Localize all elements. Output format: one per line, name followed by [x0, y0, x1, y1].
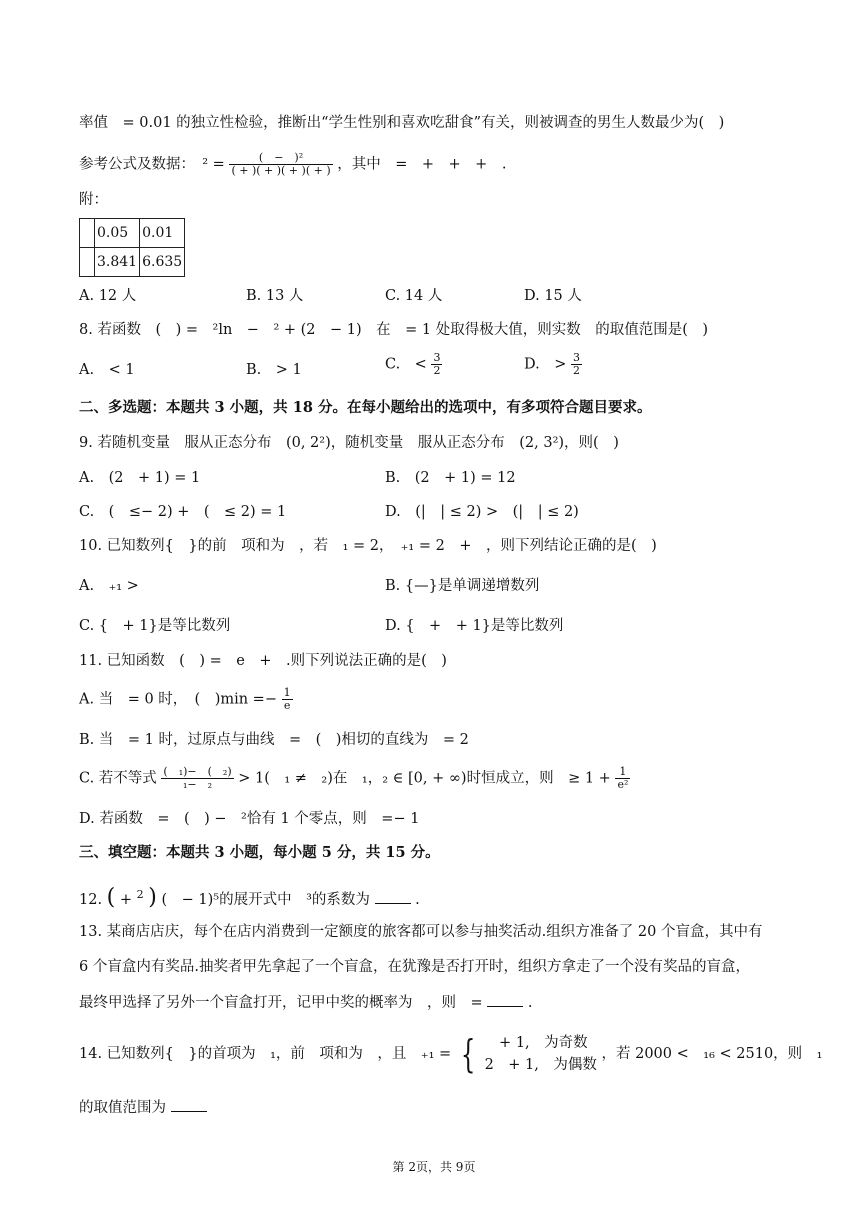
table-cell: 0.05: [95, 219, 140, 248]
q10-option-a: A. ₊₁ >: [79, 578, 139, 594]
q7-option-c: C. 14 人: [385, 288, 443, 304]
q12-end: .: [415, 892, 420, 908]
q7-formula-prefix: 参考公式及数据： ² =: [79, 156, 225, 173]
q7-option-a: A. 12 人: [79, 288, 137, 304]
q7-appendix-label: 附：: [79, 192, 108, 208]
fraction-denominator: e: [283, 699, 291, 712]
q10-stem: 10. 已知数列{ }的前 项和为 ，若 ₁ = 2， ₊₁ = 2 + ，则下列结论正确的是( ): [79, 538, 657, 554]
q9-option-b: B. (2 + 1) = 12: [385, 470, 516, 486]
fraction-numerator: 3: [572, 351, 580, 364]
piecewise-case-even: 2 + 1, 为偶数: [484, 1057, 597, 1073]
q10-option-b: B. {—}是单调递增数列: [385, 578, 540, 594]
q11-option-a-fraction: [282, 687, 293, 712]
q7-option-d: D. 15 人: [524, 288, 582, 304]
q14-stem: [79, 1032, 822, 1076]
q13-line3-text: 最终甲选择了另外一个盲盒打开，记甲中奖的概率为 ，则 =: [79, 995, 483, 1011]
q8-option-c-label: C. <: [385, 356, 427, 373]
q9-stem: 9. 若随机变量 服从正态分布 (0, 2²)，随机变量 服从正态分布 (2, 3²)，则( ): [79, 435, 619, 451]
q13-end: .: [527, 995, 533, 1011]
fraction-numerator: 1: [283, 686, 291, 699]
q9-option-a: A. (2 + 1) = 1: [79, 470, 201, 486]
q13-line1: 13. 某商店店庆，每个在店内消费到一定额度的旅客都可以参与抽奖活动.组织方准备了 20 个盲盒，其中有: [79, 924, 763, 940]
fraction-numerator: 3: [433, 351, 441, 364]
q7-line1: 率值 = 0.01 的独立性检验，推断出“学生性别和喜欢吃甜食”有关，则被调查的男生人数最少为( ): [79, 115, 725, 131]
fraction-denominator: e²: [617, 778, 629, 791]
q13-line3: [79, 992, 532, 1013]
q8-stem: 8. 若函数 ( ) = ²ln − ² + (2 − 1) 在 = 1 处取得极大值，则实数 的取值范围是( ): [79, 322, 709, 338]
chi-square-denominator: ( + )( + )( + )( + ): [231, 164, 331, 177]
page-footer: 第 2页，共 9页: [392, 1160, 476, 1174]
table-cell: 0.01: [140, 219, 185, 248]
q11-option-c: [79, 766, 630, 791]
q11-option-a: [79, 687, 293, 712]
q8-option-a: A. < 1: [79, 362, 135, 378]
q13-answer-blank: [487, 992, 523, 1007]
q14-answer-blank: [171, 1097, 207, 1112]
q8-option-c-fraction: [431, 352, 442, 377]
q12-stem: [79, 885, 420, 910]
q10-option-d: D. { + + 1}是等比数列: [385, 618, 564, 634]
q7-formula: [79, 152, 506, 177]
q8-option-d-fraction: [571, 352, 582, 377]
section2-heading: 二、多选题：本题共 3 小题，共 18 分。在每小题给出的选项中，有多项符合题目要求。: [79, 399, 652, 416]
critical-value-table: [79, 218, 185, 277]
q12-right-paren: ): [148, 885, 157, 910]
chi-square-fraction: [229, 152, 332, 177]
q8-option-c: [385, 352, 442, 377]
q10-option-c: C. { + 1}是等比数列: [79, 618, 231, 634]
q11-option-b: B. 当 = 1 时，过原点与曲线 = ( )相切的直线为 = 2: [79, 732, 469, 748]
q11-option-c-bound-fraction: [615, 766, 630, 791]
q7-formula-suffix: ，其中 = + + + .: [337, 156, 507, 173]
q11-option-c-fraction: [161, 766, 233, 791]
table-cell: 6.635: [140, 248, 185, 277]
q14-line2: [79, 1097, 207, 1118]
q14-line2-text: 的取值范围为: [79, 1100, 166, 1116]
fraction-numerator: ( ₁)− ( ₂): [163, 765, 232, 778]
q11-option-d: D. 若函数 = ( ) − ²恰有 1 个零点，则 =− 1: [79, 811, 420, 827]
q7-option-b: B. 13 人: [246, 288, 304, 304]
q12-number: 12.: [79, 892, 103, 908]
q12-plus: +: [119, 892, 133, 908]
fraction-denominator: 2: [433, 364, 441, 377]
fraction-numerator: 1: [615, 766, 630, 779]
q8-option-d-label: D. >: [524, 356, 567, 373]
fraction-denominator: 2: [572, 364, 580, 377]
q14-suffix: ，若 2000 < ₁₆ < 2510，则 ₁: [601, 1046, 823, 1062]
piecewise-brace: {: [460, 1032, 476, 1076]
table-row: [80, 219, 185, 248]
table-row: [80, 248, 185, 277]
table-cell: [80, 248, 95, 277]
q12-answer-blank: [375, 889, 411, 904]
table-cell: [80, 219, 95, 248]
chi-square-numerator: ( − )²: [229, 152, 332, 165]
table-cell: 3.841: [95, 248, 140, 277]
piecewise-cases: [485, 1032, 597, 1076]
q9-option-c: C. ( ≤− 2) + ( ≤ 2) = 1: [79, 504, 287, 520]
q11-option-c-prefix: C. 若不等式: [79, 770, 157, 787]
q14-prefix: 14. 已知数列{ }的首项为 ₁，前 项和为 ，且 ₊₁ =: [79, 1046, 452, 1062]
q12-rest: ( − 1)⁵的展开式中 ³的系数为: [161, 892, 370, 908]
q11-stem: 11. 已知函数 ( ) = e + .则下列说法正确的是( ): [79, 653, 447, 669]
q9-option-d: D. (| | ≤ 2) > (| | ≤ 2): [385, 504, 579, 520]
q12-numerator: 2: [136, 888, 144, 901]
q11-option-a-text: A. 当 = 0 时， ( )min =−: [79, 691, 277, 708]
piecewise-case-odd: + 1, 为奇数: [484, 1035, 588, 1051]
q12-left-paren: (: [106, 885, 116, 910]
q8-option-d: [524, 352, 582, 377]
q13-line2: 6 个盲盒内有奖品.抽奖者甲先拿起了一个盲盒，在犹豫是否打开时，组织方拿走了一个没有奖品的盲盒，: [79, 959, 750, 975]
q11-option-c-mid: > 1( ₁ ≠ ₂)在 ₁，₂ ∈ [0, + ∞)时恒成立，则 ≥ 1 +: [238, 770, 611, 787]
q8-option-b: B. > 1: [246, 362, 302, 378]
fraction-denominator: ₁− ₂: [182, 778, 213, 791]
section3-heading: 三、填空题：本题共 3 小题，每小题 5 分，共 15 分。: [79, 844, 440, 861]
